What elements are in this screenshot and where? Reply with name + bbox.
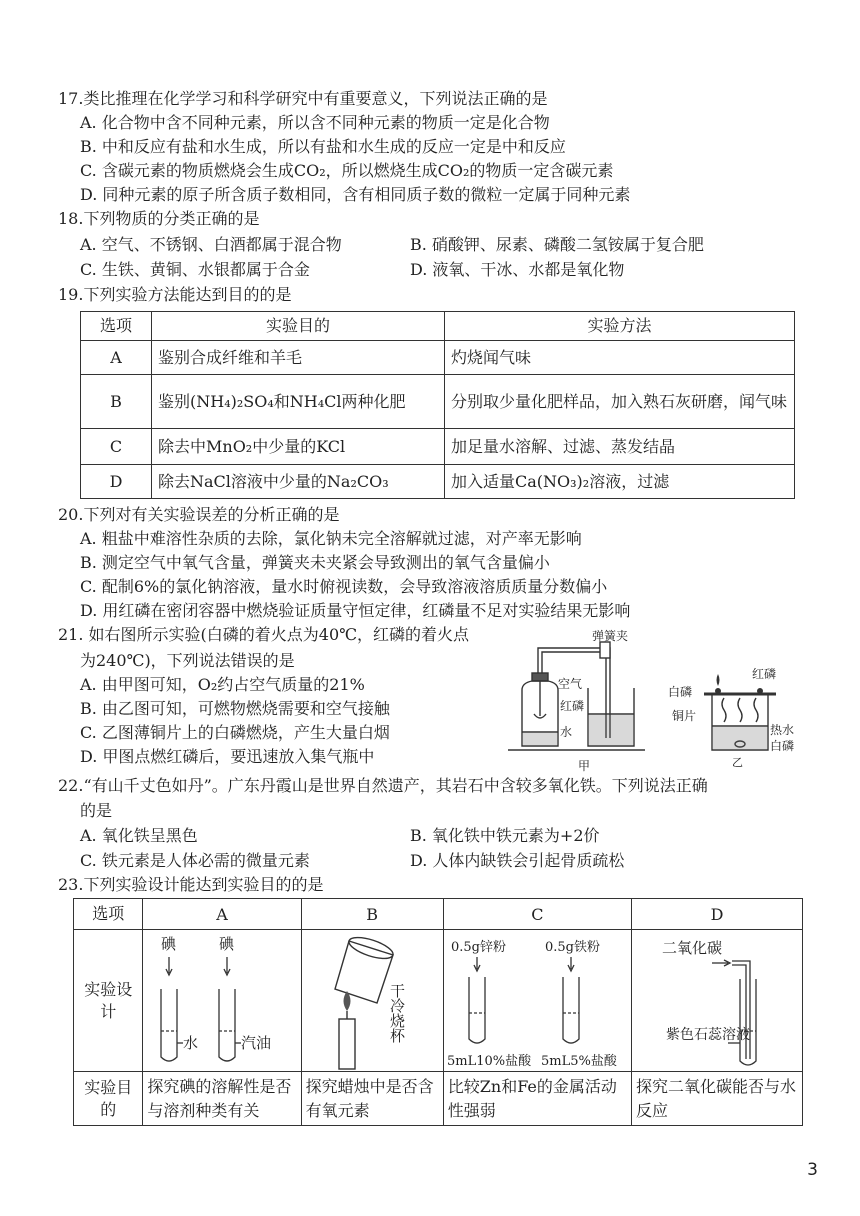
q17-option-c: C. 含碳元素的物质燃烧会生成CO₂，所以燃烧生成CO₂的物质一定含碳元素 [80,161,614,180]
q23-header-c: C [443,899,631,930]
q23-purpose-b: 探究蜡烛中是否含有氧元素 [301,1072,443,1126]
q23-c-fe-label: 0.5g铁粉 [545,939,601,955]
q23-header-b: B [301,899,443,930]
q23-header-a: A [143,899,301,930]
q21-option-a: A. 由甲图可知，O₂约占空气质量的21% [80,675,365,694]
q21-fig-yi-label: 乙 [732,756,743,769]
q19-row-b-method: 分别取少量化肥样品，加入熟石灰研磨，闻气味 [445,375,795,429]
q21-fig-hotwater-label: 热水 [770,723,795,737]
q19-row-d-method: 加入适量Ca(NO₃)₂溶液，过滤 [445,465,795,499]
q23-a-water-label: 水 [182,1033,198,1052]
q19-row-b-option: B [81,375,152,429]
q23-design-d [632,931,802,1071]
q19-header-method: 实验方法 [445,312,795,341]
q21-fig-water-label: 水 [560,725,573,739]
q20-stem: 20.下列对有关实验误差的分析正确的是 [58,505,340,524]
q21-fig-clamp-label: 弹簧夹 [592,629,629,643]
q22-option-a: A. 氧化铁呈黑色 [80,826,198,845]
q21-option-d: D. 甲图点燃红磷后，要迅速放入集气瓶中 [80,747,375,766]
q23-c-zn-label: 0.5g锌粉 [451,939,507,955]
q22-stem-line1: 22.“有山千丈色如丹”。广东丹霞山是世界自然遗产，其岩石中含较多氧化铁。下列说法正确 [58,776,708,795]
q23-d-litmus-label: 紫色石蕊溶液 [666,1026,750,1043]
q19-row-d-purpose: 除去NaCl溶液中少量的Na₂CO₃ [152,465,445,499]
q21-stem-line1: 21. 如右图所示实验(白磷的着火点为40℃，红磷的着火点 [58,625,470,644]
q17-option-d: D. 同种元素的原子所含质子数相同，含有相同质子数的微粒一定属于同种元素 [80,185,631,204]
q19-row-d-option: D [81,465,152,499]
q19-table [80,311,795,499]
q23-c-acid1-label: 5mL10%盐酸 [447,1053,532,1069]
q19-stem: 19.下列实验方法能达到目的的是 [58,285,292,304]
q22-option-b: B. 氧化铁中铁元素为+2价 [410,826,600,845]
q21-fig-redp-label: 红磷 [560,699,585,713]
q23-stem: 23.下列实验设计能达到实验目的的是 [58,875,324,894]
q21-fig-redp2-label: 红磷 [752,667,777,681]
q23-header-label: 选项 [74,899,143,930]
q18-option-d: D. 液氧、干冰、水都是氧化物 [410,260,625,279]
q17-option-a: A. 化合物中含不同种元素，所以含不同种元素的物质一定是化合物 [80,113,550,132]
q19-header-option: 选项 [81,312,152,341]
q23-purpose-a: 探究碘的溶解性是否与溶剂种类有关 [143,1072,301,1126]
q23-c-acid2-label: 5mL5%盐酸 [541,1053,618,1069]
q18-option-a: A. 空气、不锈钢、白酒都属于混合物 [80,235,342,254]
q21-fig-air-label: 空气 [558,677,583,691]
q23-purpose-c: 比较Zn和Fe的金属活动性强弱 [443,1072,631,1126]
q23-purpose-label: 实验目的 [74,1072,143,1126]
q23-a-gasoline-label: 汽油 [240,1033,271,1052]
q23-design-label: 实验设计 [74,930,143,1072]
q17-stem: 17.类比推理在化学学习和科学研究中有重要意义，下列说法正确的是 [58,89,548,108]
page-number: 3 [807,1160,818,1180]
q21-option-c: C. 乙图薄铜片上的白磷燃烧，产生大量白烟 [80,723,390,742]
q23-design-a [147,931,297,1071]
q23-a-iodine-label-2: 碘 [218,934,234,953]
q17-option-b: B. 中和反应有盐和水生成，所以有盐和水生成的反应一定是中和反应 [80,137,566,156]
q22-option-c: C. 铁元素是人体必需的微量元素 [80,851,310,870]
q21-fig-jia-label: 甲 [578,759,591,773]
q23-d-co2-label: 二氧化碳 [662,938,723,957]
q21-fig-copper-label: 铜片 [672,709,697,723]
q23-table [73,898,803,1126]
q19-row-a-purpose: 鉴别合成纤维和羊毛 [152,341,445,375]
q23-purpose-d: 探究二氧化碳能否与水反应 [632,1072,803,1126]
q19-header-purpose: 实验目的 [152,312,445,341]
q19-row-c-method: 加足量水溶解、过滤、蒸发结晶 [445,429,795,465]
q23-design-b [305,931,439,1071]
q20-option-b: B. 测定空气中氧气含量，弹簧夹未夹紧会导致测出的氧气含量偏小 [80,553,550,572]
q21-figure-yi [668,662,798,772]
q21-fig-whitep-label: 白磷 [668,685,693,699]
q19-row-a-option: A [81,341,152,375]
q20-option-c: C. 配制6%的氯化钠溶液，量水时俯视读数，会导致溶液溶质质量分数偏小 [80,577,608,596]
q23-header-d: D [632,899,803,930]
q18-option-c: C. 生铁、黄铜、水银都属于合金 [80,260,310,279]
q23-b-cup-label: 干冷烧杯 [388,982,407,1043]
q19-row-b-purpose: 鉴别(NH₄)₂SO₄和NH₄Cl两种化肥 [152,375,445,429]
q21-fig-whitep2-label: 白磷 [770,739,795,753]
q21-option-b: B. 由乙图可知，可燃物燃烧需要和空气接触 [80,699,390,718]
q20-option-d: D. 用红磷在密闭容器中燃烧验证质量守恒定律，红磷量不足对实验结果无影响 [80,601,631,620]
q22-option-d: D. 人体内缺铁会引起骨质疏松 [410,851,625,870]
q19-row-c-purpose: 除去中MnO₂中少量的KCl [152,429,445,465]
q18-stem: 18.下列物质的分类正确的是 [58,209,260,228]
q21-stem-line2: 为240℃)，下列说法错误的是 [80,651,295,670]
q22-stem-line2: 的是 [80,801,113,820]
q19-row-a-method: 灼烧闻气味 [445,341,795,375]
q19-row-c-option: C [81,429,152,465]
q18-option-b: B. 硝酸钾、尿素、磷酸二氢铵属于复合肥 [410,235,704,254]
q23-design-c [447,931,627,1071]
q23-a-iodine-label-1: 碘 [160,934,176,953]
q20-option-a: A. 粗盐中难溶性杂质的去除，氯化钠未完全溶解就过滤，对产率无影响 [80,529,582,548]
q21-figure-jia [500,628,670,778]
